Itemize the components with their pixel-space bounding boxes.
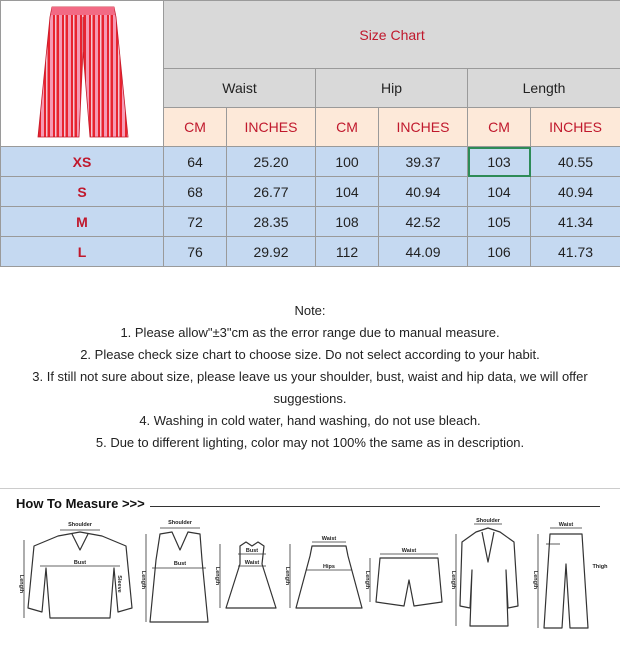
label-length: Length <box>532 570 538 590</box>
table-row <box>1 147 620 177</box>
size-label: L <box>1 237 164 267</box>
how-to-measure-section <box>0 484 620 650</box>
table-row <box>1 177 620 207</box>
length-cm-cell[interactable]: 105 <box>468 207 531 237</box>
waist-inches-cell[interactable]: 25.20 <box>227 147 316 177</box>
label-length: Length <box>18 574 24 594</box>
label-thigh: Thigh <box>592 564 608 570</box>
label-bust: Bust <box>245 548 259 554</box>
label-sleeve: Sleeve <box>116 575 122 593</box>
notes-heading: Note: <box>294 303 326 318</box>
unit-length-inches: INCHES <box>531 108 620 147</box>
tank-top-diagram-icon <box>146 528 208 622</box>
striped-pants-image <box>32 3 132 141</box>
waist-inches-cell[interactable]: 29.92 <box>227 237 316 267</box>
garment-diagrams <box>0 484 620 650</box>
unit-hip-cm: CM <box>316 108 379 147</box>
blouse-diagram-icon <box>24 530 132 618</box>
product-photo <box>1 1 164 147</box>
waist-cm-cell[interactable]: 64 <box>164 147 227 177</box>
label-bust: Bust <box>173 561 187 567</box>
size-label: S <box>1 177 164 207</box>
coat-diagram-icon <box>456 524 518 626</box>
waist-inches-cell[interactable]: 28.35 <box>227 207 316 237</box>
label-waist: Waist <box>244 560 260 566</box>
label-waist: Waist <box>558 522 574 528</box>
label-hips: Hips <box>323 564 335 570</box>
skirt-diagram-icon <box>290 542 362 608</box>
unit-waist-cm: CM <box>164 108 227 147</box>
length-cm-cell[interactable]: 104 <box>468 177 531 207</box>
unit-hip-inches: INCHES <box>379 108 468 147</box>
length-cm-cell-selected[interactable]: 103 <box>468 147 531 177</box>
how-to-measure-heading: How To Measure >>> <box>16 496 145 511</box>
label-shoulder: Shoulder <box>68 522 92 528</box>
unit-length-cm: CM <box>468 108 531 147</box>
length-inches-cell[interactable]: 41.73 <box>531 237 620 267</box>
table-row <box>1 237 620 267</box>
hip-cm-cell[interactable]: 100 <box>316 147 379 177</box>
note-line: 5. Due to different lighting, color may not 100% the same as in description. <box>95 435 525 450</box>
waist-cm-cell[interactable]: 68 <box>164 177 227 207</box>
note-line: 1. Please allow"±3"cm as the error range due to manual measure. <box>120 325 500 340</box>
length-inches-cell[interactable]: 40.94 <box>531 177 620 207</box>
label-length: Length <box>450 570 456 590</box>
hip-inches-cell[interactable]: 44.09 <box>379 237 468 267</box>
waist-cm-cell[interactable]: 72 <box>164 207 227 237</box>
waist-inches-cell[interactable]: 26.77 <box>227 177 316 207</box>
hip-cm-cell[interactable]: 104 <box>316 177 379 207</box>
length-inches-cell[interactable]: 40.55 <box>531 147 620 177</box>
hip-inches-cell[interactable]: 40.94 <box>379 177 468 207</box>
length-inches-cell[interactable]: 41.34 <box>531 207 620 237</box>
label-bust: Bust <box>73 560 87 566</box>
label-length: Length <box>140 570 146 590</box>
header-length: Length <box>468 69 620 108</box>
table-row <box>1 207 620 237</box>
size-label: M <box>1 207 164 237</box>
length-cm-cell[interactable]: 106 <box>468 237 531 267</box>
hip-inches-cell[interactable]: 39.37 <box>379 147 468 177</box>
note-line: 3. If still not sure about size, please leave us your shoulder, bust, waist and hip data, we will offer <box>32 369 588 384</box>
shorts-diagram-icon <box>370 554 442 606</box>
size-chart-table <box>0 0 620 267</box>
label-waist: Waist <box>401 548 417 554</box>
label-waist: Waist <box>321 536 337 542</box>
note-line: suggestions. <box>273 391 347 406</box>
hip-inches-cell[interactable]: 42.52 <box>379 207 468 237</box>
hip-cm-cell[interactable]: 112 <box>316 237 379 267</box>
header-hip: Hip <box>316 69 468 108</box>
header-waist: Waist <box>164 69 316 108</box>
unit-waist-inches: INCHES <box>227 108 316 147</box>
label-shoulder: Shoulder <box>476 518 500 524</box>
size-label: XS <box>1 147 164 177</box>
label-shoulder: Shoulder <box>168 520 192 526</box>
notes-section <box>0 300 620 454</box>
hip-cm-cell[interactable]: 108 <box>316 207 379 237</box>
size-chart-title: Size Chart <box>164 1 620 69</box>
label-length: Length <box>284 566 290 586</box>
waist-cm-cell[interactable]: 76 <box>164 237 227 267</box>
trousers-diagram-icon <box>538 528 588 628</box>
note-line: 4. Washing in cold water, hand washing, do not use bleach. <box>139 413 481 428</box>
label-length: Length <box>364 570 370 590</box>
label-length: Length <box>214 566 220 586</box>
note-line: 2. Please check size chart to choose size. Do not select according to your habit. <box>80 347 540 362</box>
